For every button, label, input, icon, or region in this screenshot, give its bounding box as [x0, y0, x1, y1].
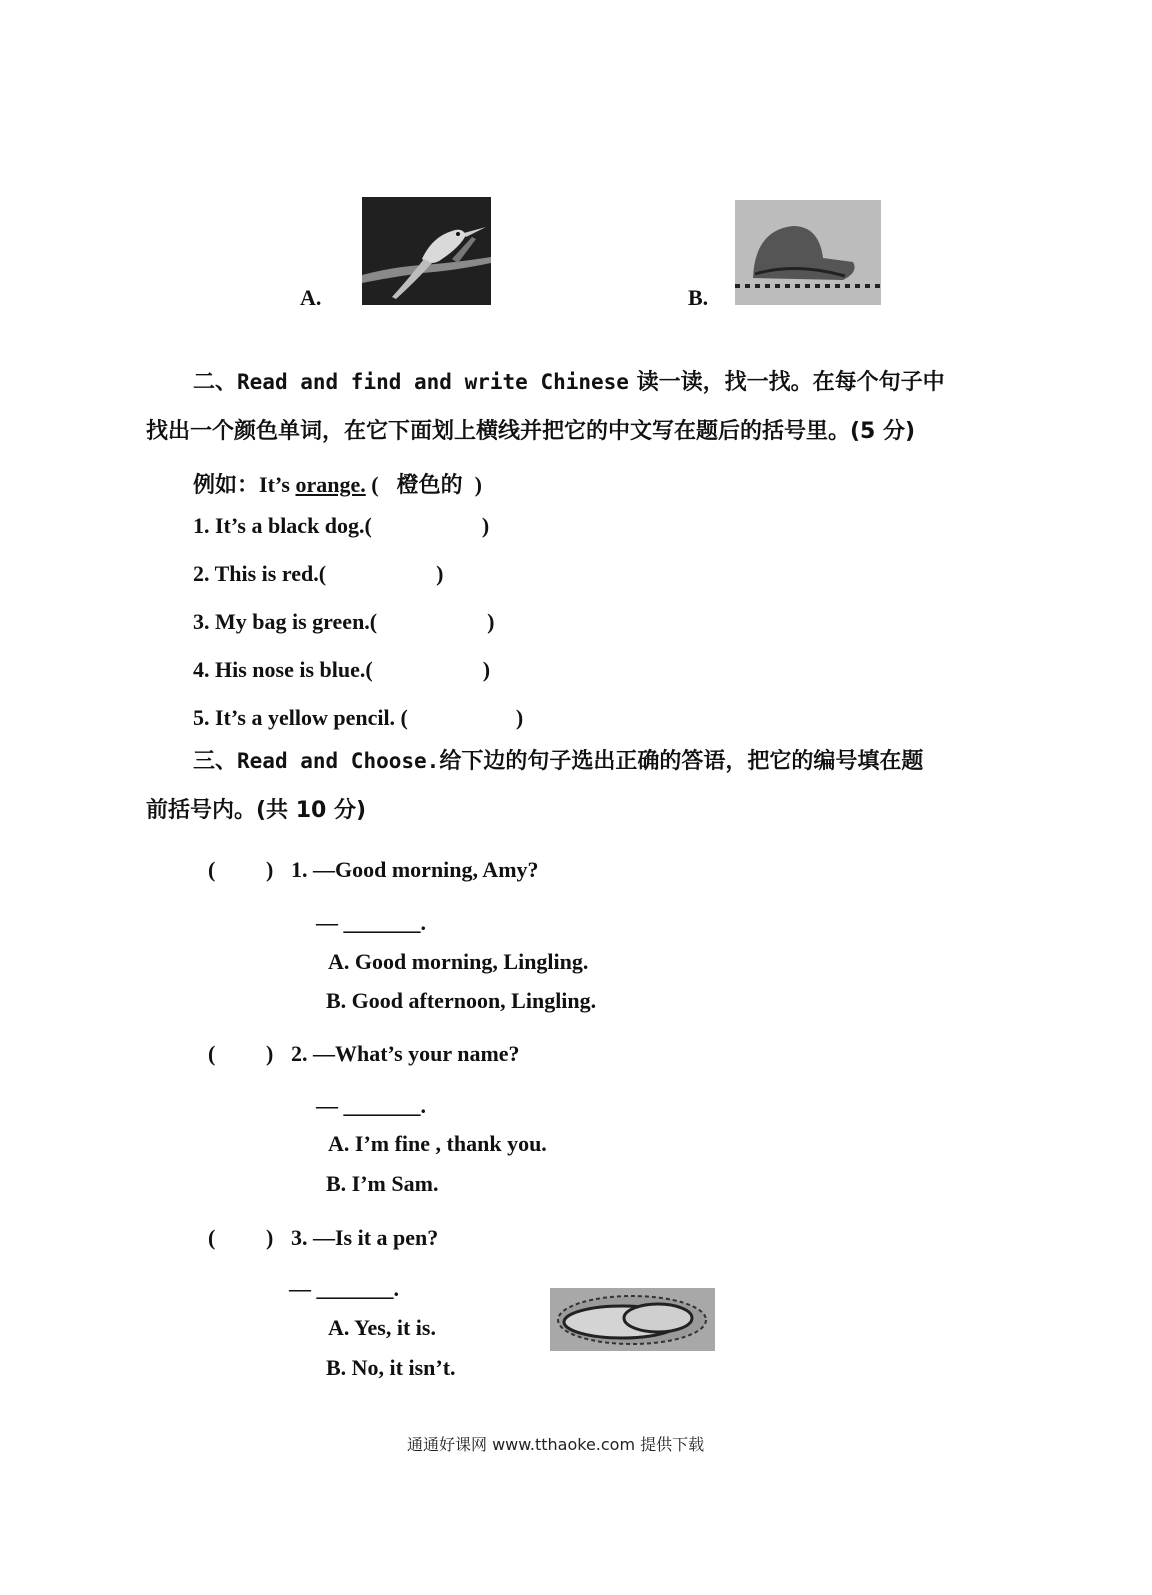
q1-bracket-open: ( [208, 857, 216, 882]
section3-number: 三、 [193, 749, 238, 774]
section2-heading-line2: 找出一个颜色单词，在它下面划上横线并把它的中文写在题后的括号里。(5 分) [146, 419, 916, 444]
section2-number: 二、 [193, 370, 238, 395]
q1-answer-blank: — _______. [316, 910, 426, 935]
item-text: 1. It’s a black dog.( [193, 513, 372, 538]
section2-english-title: Read and find and write Chinese [237, 370, 629, 394]
option-b-label: B. [688, 285, 709, 310]
q3-bracket-open: ( [208, 1225, 216, 1250]
item-text: 2. This is red.( [193, 561, 327, 586]
section2-heading-line1 [193, 365, 945, 396]
section2-item-2 [193, 561, 443, 587]
item-close-paren: ) [481, 513, 490, 538]
q1-bracket-close: ) [266, 857, 274, 882]
item-close-paren: ) [482, 657, 491, 682]
item-text: 5. It’s a yellow pencil. ( [193, 705, 408, 730]
item-close-paren: ) [515, 705, 524, 730]
item-text: 4. His nose is blue.( [193, 657, 373, 682]
eraser-picture [550, 1288, 715, 1351]
section2-item-4 [193, 657, 490, 683]
q3-option-b: B. No, it isn’t. [326, 1355, 456, 1380]
item-close-paren: ) [436, 561, 444, 586]
option-a-label: A. [300, 285, 322, 310]
q1-option-b: B. Good afternoon, Lingling. [326, 988, 597, 1013]
q2-bracket-open: ( [208, 1041, 216, 1066]
section3-heading-line2: 前括号内。(共 10 分) [146, 798, 367, 823]
section3-chinese-title: 给下边的句子选出正确的答语，把它的编号填在题 [439, 749, 924, 774]
footer-text: 通通好课网 www.tthaoke.com 提供下载 [407, 1435, 705, 1454]
example-underlined-word: orange. [295, 472, 366, 497]
q3-answer-blank: — _______. [289, 1276, 399, 1301]
q1-question: 1. —Good morning, Amy? [291, 857, 539, 882]
eraser-illustration [550, 1288, 715, 1351]
section2-item-5 [193, 705, 523, 731]
section2-chinese-title: 读一读，找一找。在每个句子中 [628, 370, 945, 395]
example-text: It’s [259, 472, 296, 497]
q2-question: 2. —What’s your name? [291, 1041, 520, 1066]
hat-illustration [735, 200, 881, 305]
q1-option-a: A. Good morning, Lingling. [328, 949, 589, 974]
bird-illustration [362, 197, 491, 305]
example-close-paren: ) [474, 472, 482, 497]
item-text: 3. My bag is green.( [193, 609, 378, 634]
item-close-paren: ) [487, 609, 495, 634]
section2-example [193, 468, 482, 499]
q2-answer-blank: — _______. [316, 1093, 426, 1118]
q2-option-a: A. I’m fine , thank you. [328, 1131, 547, 1156]
q3-bracket-close: ) [266, 1225, 274, 1250]
section2-item-1 [193, 513, 489, 539]
section3-english-title: Read and Choose. [237, 749, 440, 773]
q3-option-a: A. Yes, it is. [328, 1315, 436, 1340]
q2-option-b: B. I’m Sam. [326, 1171, 439, 1196]
section2-item-3 [193, 609, 494, 635]
hat-picture [735, 200, 881, 305]
bird-picture [362, 197, 491, 305]
example-answer: 橙色的 [396, 473, 463, 498]
example-open-paren: ( [365, 472, 379, 497]
section3-heading-line1 [193, 744, 923, 775]
example-prefix: 例如： [193, 473, 260, 498]
q3-question: 3. —Is it a pen? [291, 1225, 439, 1250]
q2-bracket-close: ) [266, 1041, 274, 1066]
